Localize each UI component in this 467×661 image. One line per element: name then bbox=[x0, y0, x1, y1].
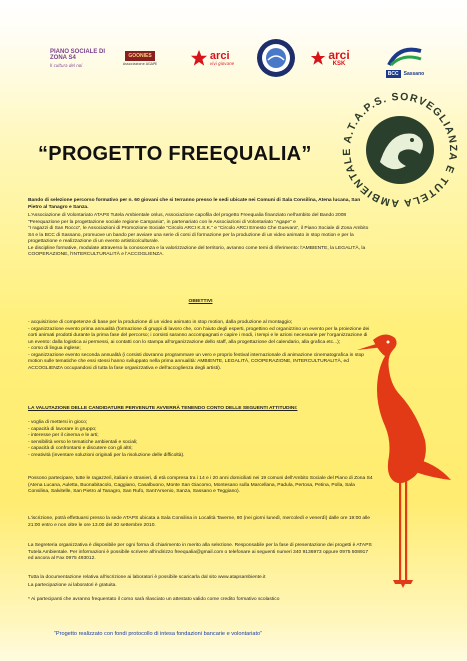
evaluation-item: - capacità di lavorare in gruppo; bbox=[28, 426, 97, 432]
evaluation-item: - sensibilità verso le tematiche ambientali e sociali; bbox=[28, 439, 138, 445]
objectives-list bbox=[28, 320, 373, 372]
seal-logo bbox=[255, 38, 297, 78]
ataps-emblem bbox=[340, 90, 460, 210]
registration-text: L'iscrizione, potrà effettuarsi presso la sede ATAPS ubicata a Sala Consilina in Località Taverne, 80 (nei giorni lunedì, mercoledì e venerdì) dalle ore 19:00 alle 21:00 entro e non oltre le ore 13.00 del 30 settembre 2010. bbox=[28, 516, 371, 528]
red-star-icon bbox=[310, 50, 326, 66]
bcc-logo bbox=[370, 36, 440, 84]
intro-paragraph-2: L'Associazione di Volontariato ATAPS Tutela Ambientale onlus, Associazione capofila del progetto Freequalia finanziato nell'ambito del Bando 2008 “Perequazione per la progettazione sociale regione Campania”, in partenariato con le Associazioni di Volontariato “Agape” e bbox=[28, 213, 347, 225]
evaluation-item: - voglia di mettersi in gioco; bbox=[28, 420, 88, 425]
red-star-icon bbox=[190, 49, 208, 67]
intro-paragraph-2b: “I ragazzi di San Rocco”, le Associazioni di Promozione Sociale “Circolo ARCI K.S.K.” e “Circolo ARCI Ernesto Che Guevara”, il Piano Sociale di Zona Ambito S4 e la BCC di Sassano, promuove un bando per avviare una serie di corsi di formazione per la produzione di un video animato in stop motion e per la progettazione e realizzazione di un evento artistico/culturale. bbox=[28, 226, 369, 244]
intro-paragraph-1: Bando di selezione percorso formativo per n. 60 giovani che si terranno presso le sedi ubicate nei Comuni di Sala Consilina, Atena lucana, San Pietro al Tanagro e Sanza. bbox=[28, 198, 361, 210]
footer-note: “Progetto realizzato con fondi protocollo di intesa fondazioni bancarie e volontariato” bbox=[54, 631, 263, 637]
goonies-sub: Associazione AGAPE bbox=[122, 61, 158, 66]
arci-vivi-logo bbox=[186, 38, 238, 78]
evaluation-item: - creatività (inventare soluzioni originali per la risoluzione delle difficoltà). bbox=[28, 452, 185, 458]
objective-item: - organizzazione evento prima annualità (formazione di gruppi di lavoro che, con l'aiuto degli esperti, progettino ed organizzino un evento per la proiezione dei corti animati prodotti durante la prima fase del percorso; i corsisti saranno accompagnati e capire i modi, i tempi e le azioni necessarie per l'organizzazione di un evento: dalla logistica ai permessi, ai contatti con lo stampa all'organizzazione dello staff, alla progettazione del calendario, alla grafica etc...); bbox=[28, 326, 370, 345]
objective-item: - acquisizione di competenze di base per la produzione di un video animato in stop motion, dalla produzione al montaggio; bbox=[28, 320, 293, 325]
intro-paragraph-3: Le discipline formative, modulate attraverso la conoscenza e la valorizzazione del territorio, avranno come temi di riferimento: l'AMBIENTE, la LEGALITÀ, la COOPERAZIONE, l'INTERCULTURALITÀ e l'ACCOGLIENZA. bbox=[28, 245, 366, 257]
arci-ksk-title: arci bbox=[328, 47, 350, 62]
page-title: “PROGETTO FREEQUALIA” bbox=[38, 143, 312, 165]
note-text: * Ai partecipanti che avranno frequentato il corso sarà rilasciato un attestato valido come credito formativo scolastico bbox=[28, 597, 280, 602]
goonies-label: GOONIES bbox=[125, 51, 154, 61]
arci-vivi-title: arci bbox=[209, 49, 230, 62]
intro-section bbox=[28, 198, 373, 259]
docs-text: Tutta la documentazione relativa all'iscrizione ai laboratori è possibile scaricarla dal sito www.atapsambiente.it bbox=[28, 575, 266, 580]
goonies-logo bbox=[116, 38, 164, 78]
bcc-sub: Sassano bbox=[403, 70, 425, 77]
secretary-text: La Segreteria organizzativa è disponibile per ogni forma di chiarimento in merito alla selezione. Responsabile per la fase di presentazione dei progetti è ATAPS Tutela Ambientale. Per informazioni è possibile scrivere all'indirizzo freequalia@gmail.com o telefonare ai seguenti numeri 340 9136973 oppure 0975 508917 ed ancora al Fax 0975 493012. bbox=[28, 543, 372, 561]
arci-ksk-logo bbox=[307, 38, 353, 78]
circular-seal-icon bbox=[256, 38, 296, 78]
piano-sociale-title: PIANO SOCIALE DI ZONA S4 bbox=[50, 48, 106, 61]
bcc-label: BCC bbox=[387, 70, 399, 77]
free-text: La partecipazione ai laboratori è gratuita. bbox=[28, 583, 117, 588]
bcc-mark-icon bbox=[385, 43, 425, 69]
objectives-heading: OBIETTIVI bbox=[188, 299, 213, 304]
evaluation-heading: LA VALUTAZIONE DELLE CANDIDATURE PERVENUTE AVVERRÀ TENENDO CONTO DELLE SEGUENTI ATTITUDINI: bbox=[28, 406, 298, 411]
piano-sociale-tagline: Il cultura del noi bbox=[50, 62, 83, 68]
arci-ksk-sub: KSK bbox=[332, 60, 346, 67]
piano-sociale-logo bbox=[50, 38, 108, 78]
evaluation-item: - capacità di confrontarsi e discutere con gli altri; bbox=[28, 446, 133, 451]
participation-text: Possono partecipare, tutte le ragazze/i, italiani e stranieri, di età compresa tra i 14 e i 20 anni domiciliati nei 19 comuni dell'Ambito Sociale del Piano di Zona S4 (Atena Lucana, Auletta, Buonabitacolo, Caggiano, Casalbuono, Monte San Giacomo, Montesano sulla Marcellana, Padula, Pertosa, Petina, Polla, Sala Consilina, Salvitelle, San Pietro al Tanagro, San Rufo, Sant'Arsenio, Sanza, Sassano e Teggiano). bbox=[28, 476, 373, 494]
evaluation-item: - interesse per il cinema e le arti; bbox=[28, 433, 99, 438]
objective-item: - corso di lingua inglese; bbox=[28, 346, 81, 351]
evaluation-list bbox=[28, 420, 373, 459]
emblem-ring-text: A.T.A.P.S. SORVEGLIANZA E TUTELA AMBIENTALE bbox=[340, 90, 460, 210]
objective-item: - organizzazione evento seconda annualità (i corsisti dovranno programmare un vero e proprio festival internazionale di animazione cinematografica in stop motion sulle tematiche che essi stessi hanno sviluppato nella prima annualità: AMBIENTE, LEGALITÀ, COOPERAZIONE, INTERCULTURALITÀ, ed ACCOGLIENZA occupandosi di tutta la fase organizzativa e dell'accoglienza degli artisti). bbox=[28, 352, 365, 371]
arci-vivi-sub: vivi giovane bbox=[209, 60, 235, 66]
